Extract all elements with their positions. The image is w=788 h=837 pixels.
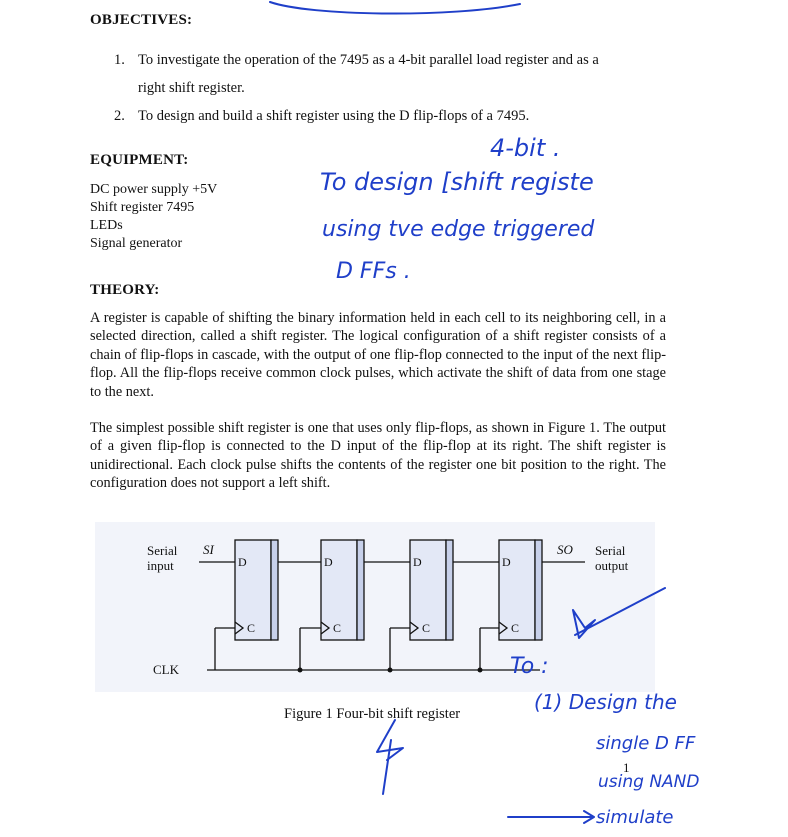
ff3-c-label: C (422, 621, 431, 635)
si-label: SI (203, 542, 214, 557)
theory-heading: THEORY: (90, 282, 160, 298)
top-scribble (250, 0, 530, 20)
objective-number: 1. (114, 52, 125, 68)
ff2-d-label: D (324, 555, 333, 569)
serial-output-label-2: output (595, 558, 629, 573)
handwritten-mark (355, 712, 425, 802)
objective-item-2 (114, 104, 125, 128)
equipment-item: Shift register 7495 (90, 200, 195, 215)
clk-label: CLK (153, 662, 179, 677)
ff2-c-label: C (333, 621, 342, 635)
ff1-c-label: C (247, 621, 256, 635)
objective-item-1 (114, 48, 125, 72)
serial-input-label-2: input (147, 558, 174, 573)
page-number: 1 (623, 760, 630, 775)
ff4-c-label: C (511, 621, 520, 635)
handwritten-arrow (555, 580, 675, 640)
ff4-d-label: D (502, 555, 511, 569)
equipment-item: DC power supply +5V (90, 182, 218, 197)
objective-number: 2. (114, 108, 125, 124)
handwritten-note-todo (500, 645, 785, 830)
equipment-item: Signal generator (90, 236, 183, 251)
ff3-d-label: D (413, 555, 422, 569)
objectives-heading: OBJECTIVES: (90, 12, 193, 28)
note-line: single D FF (596, 733, 696, 754)
note-line: D FFs . (336, 259, 411, 284)
note-line: 4-bit . (490, 134, 561, 162)
note-line: (1) Design the (534, 690, 677, 714)
note-line: To : (510, 654, 549, 679)
note-line: using NAND (598, 772, 700, 792)
serial-input-label: Serial (147, 543, 178, 558)
so-label: SO (557, 542, 573, 557)
equipment-list (90, 181, 217, 253)
objective-text-2: To design and build a shift register using the D flip-flops of a 7495. (138, 108, 530, 124)
serial-output-label: Serial (595, 543, 626, 558)
theory-paragraph-2: The simplest possible shift register is one that uses only flip-flops, as shown in Figure 1. The output of a given flip-flop is connected to the D input of the flip-flop at its right. The shift register is unidirectional. Each clock pulse shifts the contents of the register one bit position to the right. The configuration does not support a left shift. (90, 420, 666, 492)
objective-text-1a: To investigate the operation of the 7495 as a 4-bit parallel load register and as a (138, 52, 599, 68)
note-line: simulate (596, 807, 674, 828)
ff1-d-label: D (238, 555, 247, 569)
equipment-item: LEDs (90, 218, 123, 233)
equipment-heading: EQUIPMENT: (90, 152, 189, 168)
objective-text-1b: right shift register. (138, 80, 245, 96)
theory-paragraph-1: A register is capable of shifting the binary information held in each cell to its neighboring cell, in a selected direction, called a shift register. The logical configuration of a shift register consists of a chain of flip-flops in cascade, with the output of one flip-flop connected to the input of the next flip-flop. All the flip-flops receive common clock pulses, which activate the shift of data from one stage to the next. (90, 310, 666, 400)
note-line: To design [shift registe (320, 168, 594, 196)
note-line: using tve edge triggered (322, 217, 595, 242)
figure-caption: Figure 1 Four-bit shift register (284, 706, 461, 722)
handwritten-note-design (300, 128, 770, 288)
